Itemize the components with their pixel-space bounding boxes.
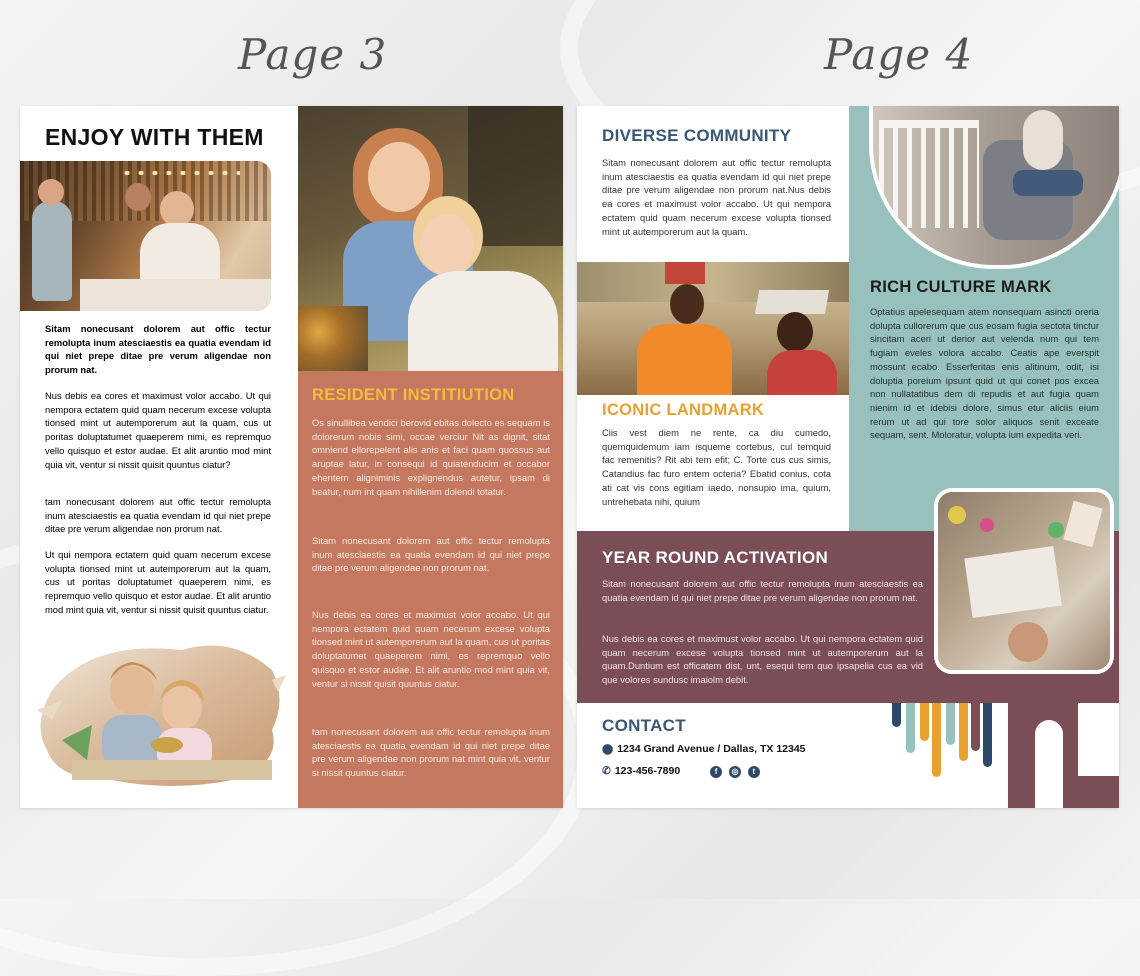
mother-daughter-photo	[32, 630, 286, 790]
children-carrying-boxes-photo	[577, 262, 849, 395]
boy-shirt	[637, 324, 732, 395]
contact-address-row	[602, 743, 806, 755]
mother-head	[160, 191, 194, 227]
twitter-icon[interactable]: t	[748, 766, 760, 778]
contact-heading: CONTACT	[602, 716, 686, 735]
contact-address: 1234 Grand Avenue / Dallas, TX 12345	[617, 743, 806, 755]
resident-paragraph-2: Sitam nonecusant dolorem aut offic tectur remolupta inum atesciaestis ea quatia evendam id qui niet prepe ditae pre verum aligendae non prorum nat.	[312, 535, 550, 574]
brush-mask-art	[32, 630, 286, 790]
page-4	[577, 106, 1119, 808]
page-4-label: Page 4	[824, 30, 974, 79]
page-3-label: Page 3	[238, 30, 388, 79]
mother-figure	[1023, 110, 1063, 170]
resident-paragraph-4: tam nonecusant dolorem aut offic tectur remolupta inum atesciaestis ea quatia evendam id qui niet prepe ditae pre verum aligendae non prorum nat mint quia vit, ventur si nissit quuntus ciatur.	[312, 726, 550, 779]
paper-sheet	[1063, 501, 1102, 547]
rich-heading: RICH CULTURE MARK	[870, 278, 1052, 296]
stripe	[971, 703, 980, 751]
enjoy-paragraph-1: Nus debis ea cores et maximust volor accabo. Ut qui nempora ectatem quid quam necerum excese volupta tionsed mint ut autemporerum aut la quam, cus ut poritas doluptatumet quaeperem nimi, es repremquo vello quisquo et estor audae. Et alit aruntio mod mint quia vit, ventur si nissit quisit quuntus ciatur?	[45, 390, 271, 470]
paint-cup	[1048, 522, 1064, 538]
stripe	[906, 703, 915, 753]
enjoy-paragraph-3: Ut qui nempora ectatem quid quam necerum excese volupta tionsed mint ut autemporerum aut la quam, cus ut poritas doluptatumet quaeperem nimi, es repremquo vello quisquo et estor audae. Et alit aruntio mod mint quia vit, ventur si nissit quisit quuntus ciatur.	[45, 549, 271, 615]
girl2-sweater	[408, 271, 558, 371]
rich-body: Optatius apelesequam atem nonsequam asincti oreria dolupta cullorerum que cus eosam fugia sectota tinctur sincitam aceri ut derior aut velenda num qui tem fugiam eveles volora accabo. Ceatis ape everspit mossunt ecabo. Esserferitas enis alitinum, odit, isi doluptia poreium ipsunt quid ut qui conet pos excea non nullatatibus dem di repudis et aut fugia quam nienim id et idebisi dolore, simus etur aliciis eium rerum ut ad qui tore solor aliquos senit exceate sequam, sent. Moloratur, volupta ium expedita veri.	[870, 306, 1099, 441]
crib	[879, 120, 979, 228]
stripe	[946, 703, 955, 745]
enjoy-paragraph-2: tam nonecusant dolorem aut offic tectur remolupta inum atesciaestis ea quatia evendam id qui niet prepe ditae pre verum aligendae non prorum nat.	[45, 496, 271, 535]
contact-phone: 123-456-7890	[614, 765, 681, 777]
white-drip	[1035, 720, 1063, 808]
page-3	[20, 106, 563, 808]
enjoy-heading: ENJOY WITH THEM	[45, 124, 264, 150]
stripe	[959, 703, 968, 761]
girl-face	[777, 312, 813, 352]
year-heading: YEAR ROUND ACTIVATION	[602, 548, 829, 567]
iconic-heading: ICONIC LANDMARK	[602, 401, 765, 419]
stripe	[932, 703, 941, 777]
year-paragraph-1: Sitam nonecusant dolorem aut offic tectur remolupta inum atesciaestis ea quatia evendam id qui niet prepe ditae pre verum aligendae non prorum nat.	[602, 578, 923, 603]
crafts-table-photo	[934, 488, 1114, 674]
diverse-heading: DIVERSE COMMUNITY	[602, 126, 792, 145]
child-figure	[32, 201, 72, 301]
stripe	[983, 703, 992, 767]
family-bed-photo	[20, 161, 271, 311]
bed	[80, 279, 271, 311]
location-pin-icon: ⬤	[602, 744, 614, 755]
diverse-body: Sitam nonecusant dolorem aut offic tectur remolupta inum atesciaestis ea quatia evendam id qui niet prepe ditae pre verum aligendae non prorum nat.Nus debis ea cores et maximust volor accabo. Ut qui nempora ectatem quid quam necerum excese volupta tionsed mint ut autemporerum aut la quam.	[602, 157, 831, 237]
stripe	[920, 703, 929, 741]
stripe	[892, 703, 901, 727]
resident-section	[298, 371, 563, 808]
dark-background	[468, 106, 563, 246]
mother-jeans	[1013, 170, 1083, 196]
resident-heading: RESIDENT INSTITIUTION	[312, 386, 515, 404]
drip-stripes-decoration	[892, 703, 1119, 808]
iconic-body: Ciis vest diem ne rente, ca diu cumedo, quemquidemum iam isqueme cortebus, cul temquid fac remenitis? Rit abi tem efit; C. Torte cus cus simis, Catandius fac furo entem octeria? Ebatid conius, cota ati cat vis cons egitiam iaedo, nonsupio ima, quium, untrehebata nihi, quium	[602, 427, 831, 507]
girl-dress	[767, 350, 837, 395]
boy-face	[670, 284, 704, 324]
instagram-icon[interactable]: ◎	[729, 766, 741, 778]
phone-icon: ✆	[602, 765, 611, 777]
enjoy-intro: Sitam nonecusant dolorem aut offic tectur remolupta inum atesciaestis ea quatia evendam id qui niet prepe ditae pre verum aligendae non prorum nat.	[45, 323, 271, 376]
resident-paragraph-3: Nus debis ea cores et maximust volor accabo. Ut qui nempora ectatem quid quam necerum excese volupta tionsed mint ut autemporerum aut la quam, cus ut poritas doluptatumet quaeperem nimi, es repremquo vello quisquo et estor audae. Et alit aruntio mod mint quia vit, ventur si nissit quisit quuntus ciatur.	[312, 609, 550, 689]
string-lights	[120, 171, 240, 175]
resident-paragraph-1: Os sinullibea vendici berovid ebitas dolecto es sequam is dolorerum nobis simi, occae verciur Nit as dignit, sitat omniend ellorepelent alis anis et faci quam quossus aut aruptae latur, in consequi id quiatenducim et occabor ehentem aligniminis explignendus autetur, ipsam di beatur, num int quam nihillenim dolendi totatur.	[312, 417, 550, 497]
girl2-face	[420, 214, 474, 276]
paint-cup	[980, 518, 994, 532]
girls-hugging-photo	[298, 106, 563, 371]
facebook-icon[interactable]: f	[710, 766, 722, 778]
autumn-leaves	[298, 306, 368, 371]
child-head	[38, 179, 64, 205]
paint-cup	[948, 506, 966, 524]
box-on-head	[755, 290, 829, 314]
girl1-face	[368, 142, 430, 212]
newspaper	[964, 546, 1061, 618]
year-paragraph-2: Nus debis ea cores et maximust volor accabo. Ut qui nempora ectatem quid quam necerum excese volupta tionsed mint ut autemporerum aut la quam.Duntium est officatem dist, unt, esequi tem quo ipsapelia cus ea vid que volores sundusc imaiolm debit.	[602, 633, 923, 686]
child-head	[1008, 622, 1048, 662]
father-head	[125, 183, 151, 211]
contact-phone-row	[602, 765, 764, 778]
white-block	[1078, 703, 1119, 776]
red-box	[665, 262, 705, 284]
